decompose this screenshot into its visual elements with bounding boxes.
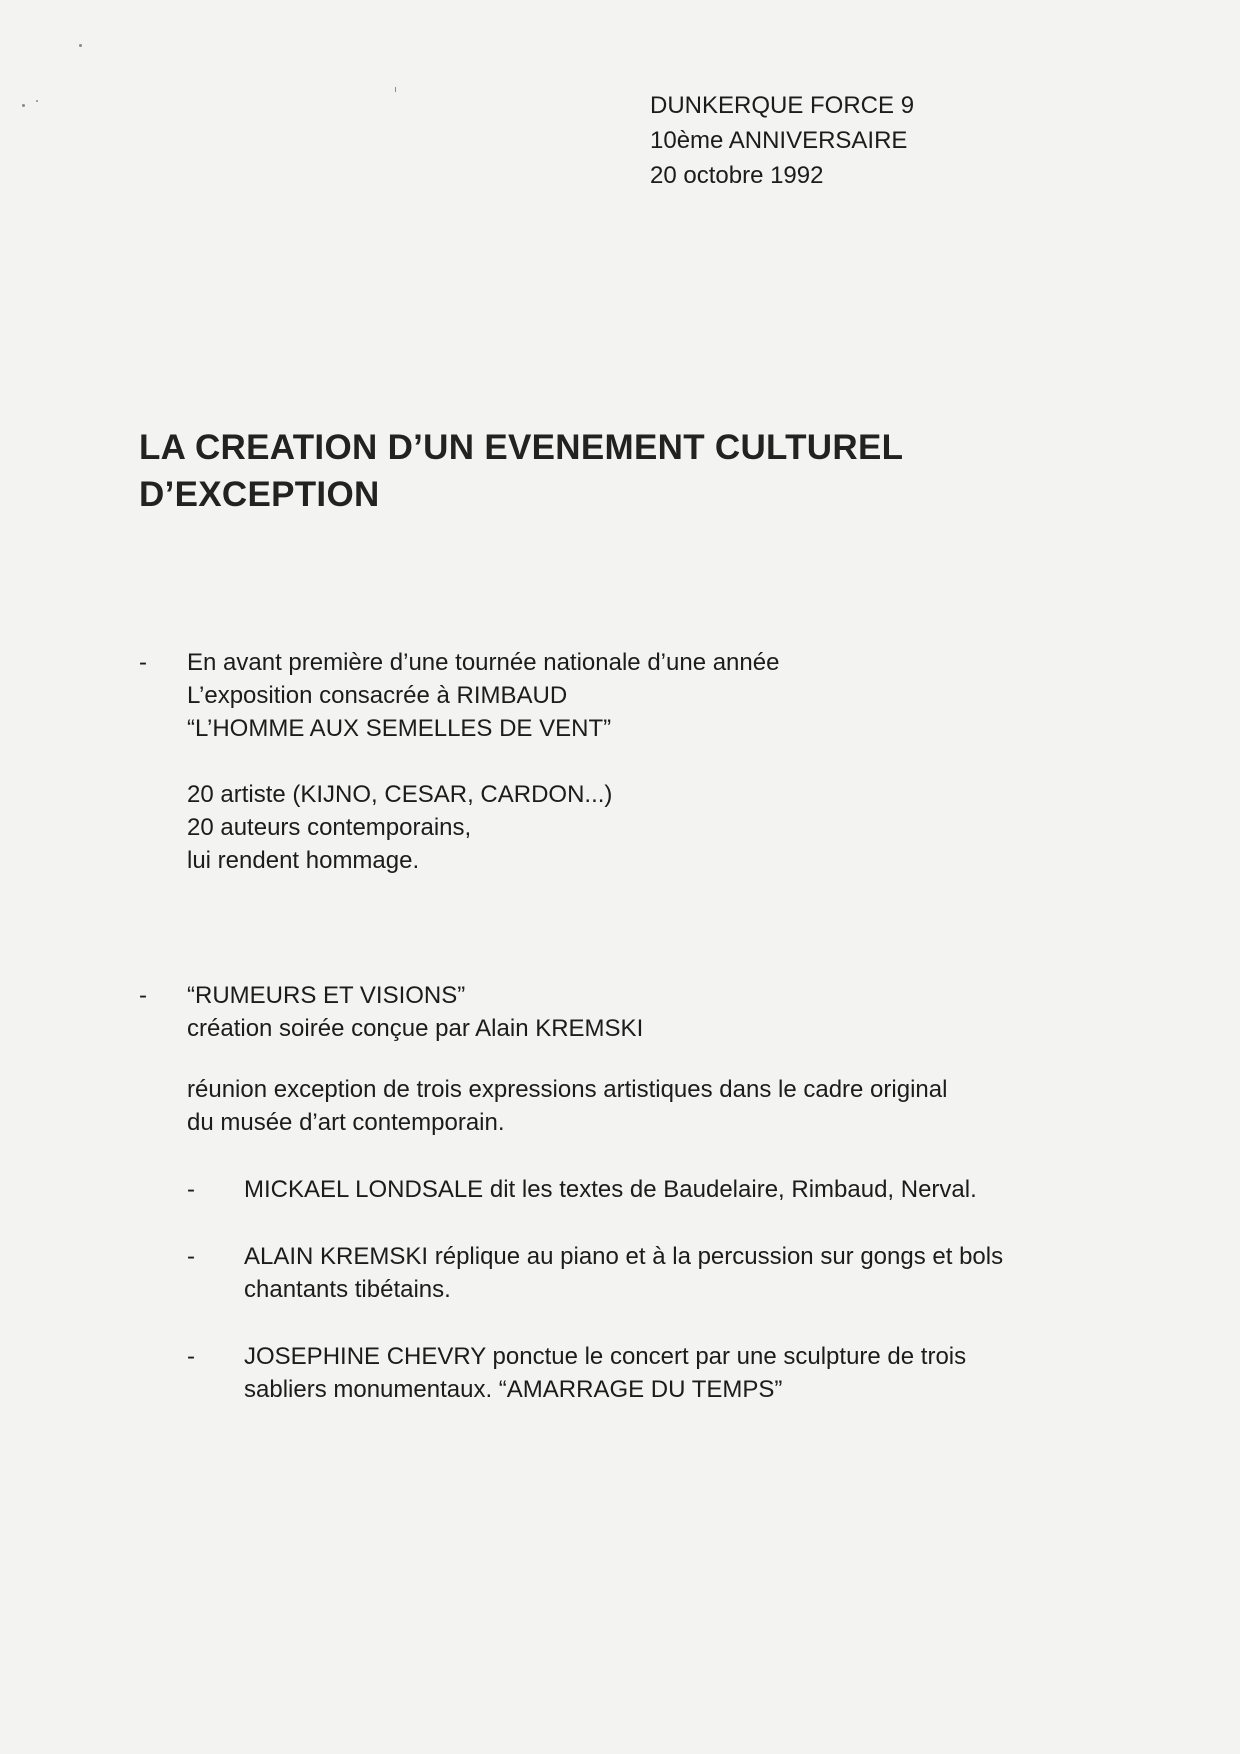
list-bullet: - (187, 1243, 195, 1270)
section-intro (187, 1073, 947, 1139)
document-title (139, 424, 1079, 518)
scan-speck (395, 87, 396, 92)
header-date: 20 octobre 1992 (650, 162, 824, 189)
section-exhibition (187, 646, 779, 877)
paragraph-line: 20 auteurs contemporains, (187, 814, 472, 841)
title-line: LA CREATION D’UN EVENEMENT CULTUREL (139, 428, 904, 467)
list-item-line: MICKAEL LONDSALE dit les textes de Baudelaire, Rimbaud, Nerval. (244, 1176, 977, 1203)
list-bullet: - (187, 1176, 195, 1203)
list-item-line: chantants tibétains. (244, 1276, 451, 1303)
paragraph-line: En avant première d’une tournée nationale d’une année (187, 649, 780, 676)
section-bullet: - (139, 649, 147, 676)
title-line: D’EXCEPTION (139, 475, 380, 514)
paragraph-line: 20 artiste (KIJNO, CESAR, CARDON...) (187, 781, 613, 808)
paragraph-line: “RUMEURS ET VISIONS” (187, 982, 466, 1009)
list-item-line: JOSEPHINE CHEVRY ponctue le concert par une sculpture de trois (244, 1343, 967, 1370)
scan-speck (22, 104, 25, 107)
section-bullet: - (139, 982, 147, 1009)
scan-speck (36, 100, 38, 102)
header-organization: DUNKERQUE FORCE 9 (650, 92, 915, 119)
list-item-line: sabliers monumentaux. “AMARRAGE DU TEMPS” (244, 1376, 783, 1403)
paragraph-line: réunion exception de trois expressions artistiques dans le cadre original (187, 1076, 948, 1103)
paragraph-line: “L’HOMME AUX SEMELLES DE VENT” (187, 715, 612, 742)
paragraph-line: création soirée conçue par Alain KREMSKI (187, 1015, 644, 1042)
document-header (650, 88, 914, 193)
list-item (244, 1173, 977, 1206)
header-anniversary: 10ème ANNIVERSAIRE (650, 127, 908, 154)
list-item (244, 1240, 1003, 1306)
paragraph-line: L’exposition consacrée à RIMBAUD (187, 682, 568, 709)
section-performance (187, 979, 643, 1045)
paragraph-line: du musée d’art contemporain. (187, 1109, 505, 1136)
list-bullet: - (187, 1343, 195, 1370)
list-item (244, 1340, 966, 1406)
list-item-line: ALAIN KREMSKI réplique au piano et à la percussion sur gongs et bols (244, 1243, 1004, 1270)
scan-speck (79, 44, 82, 47)
paragraph-line: lui rendent hommage. (187, 847, 420, 874)
